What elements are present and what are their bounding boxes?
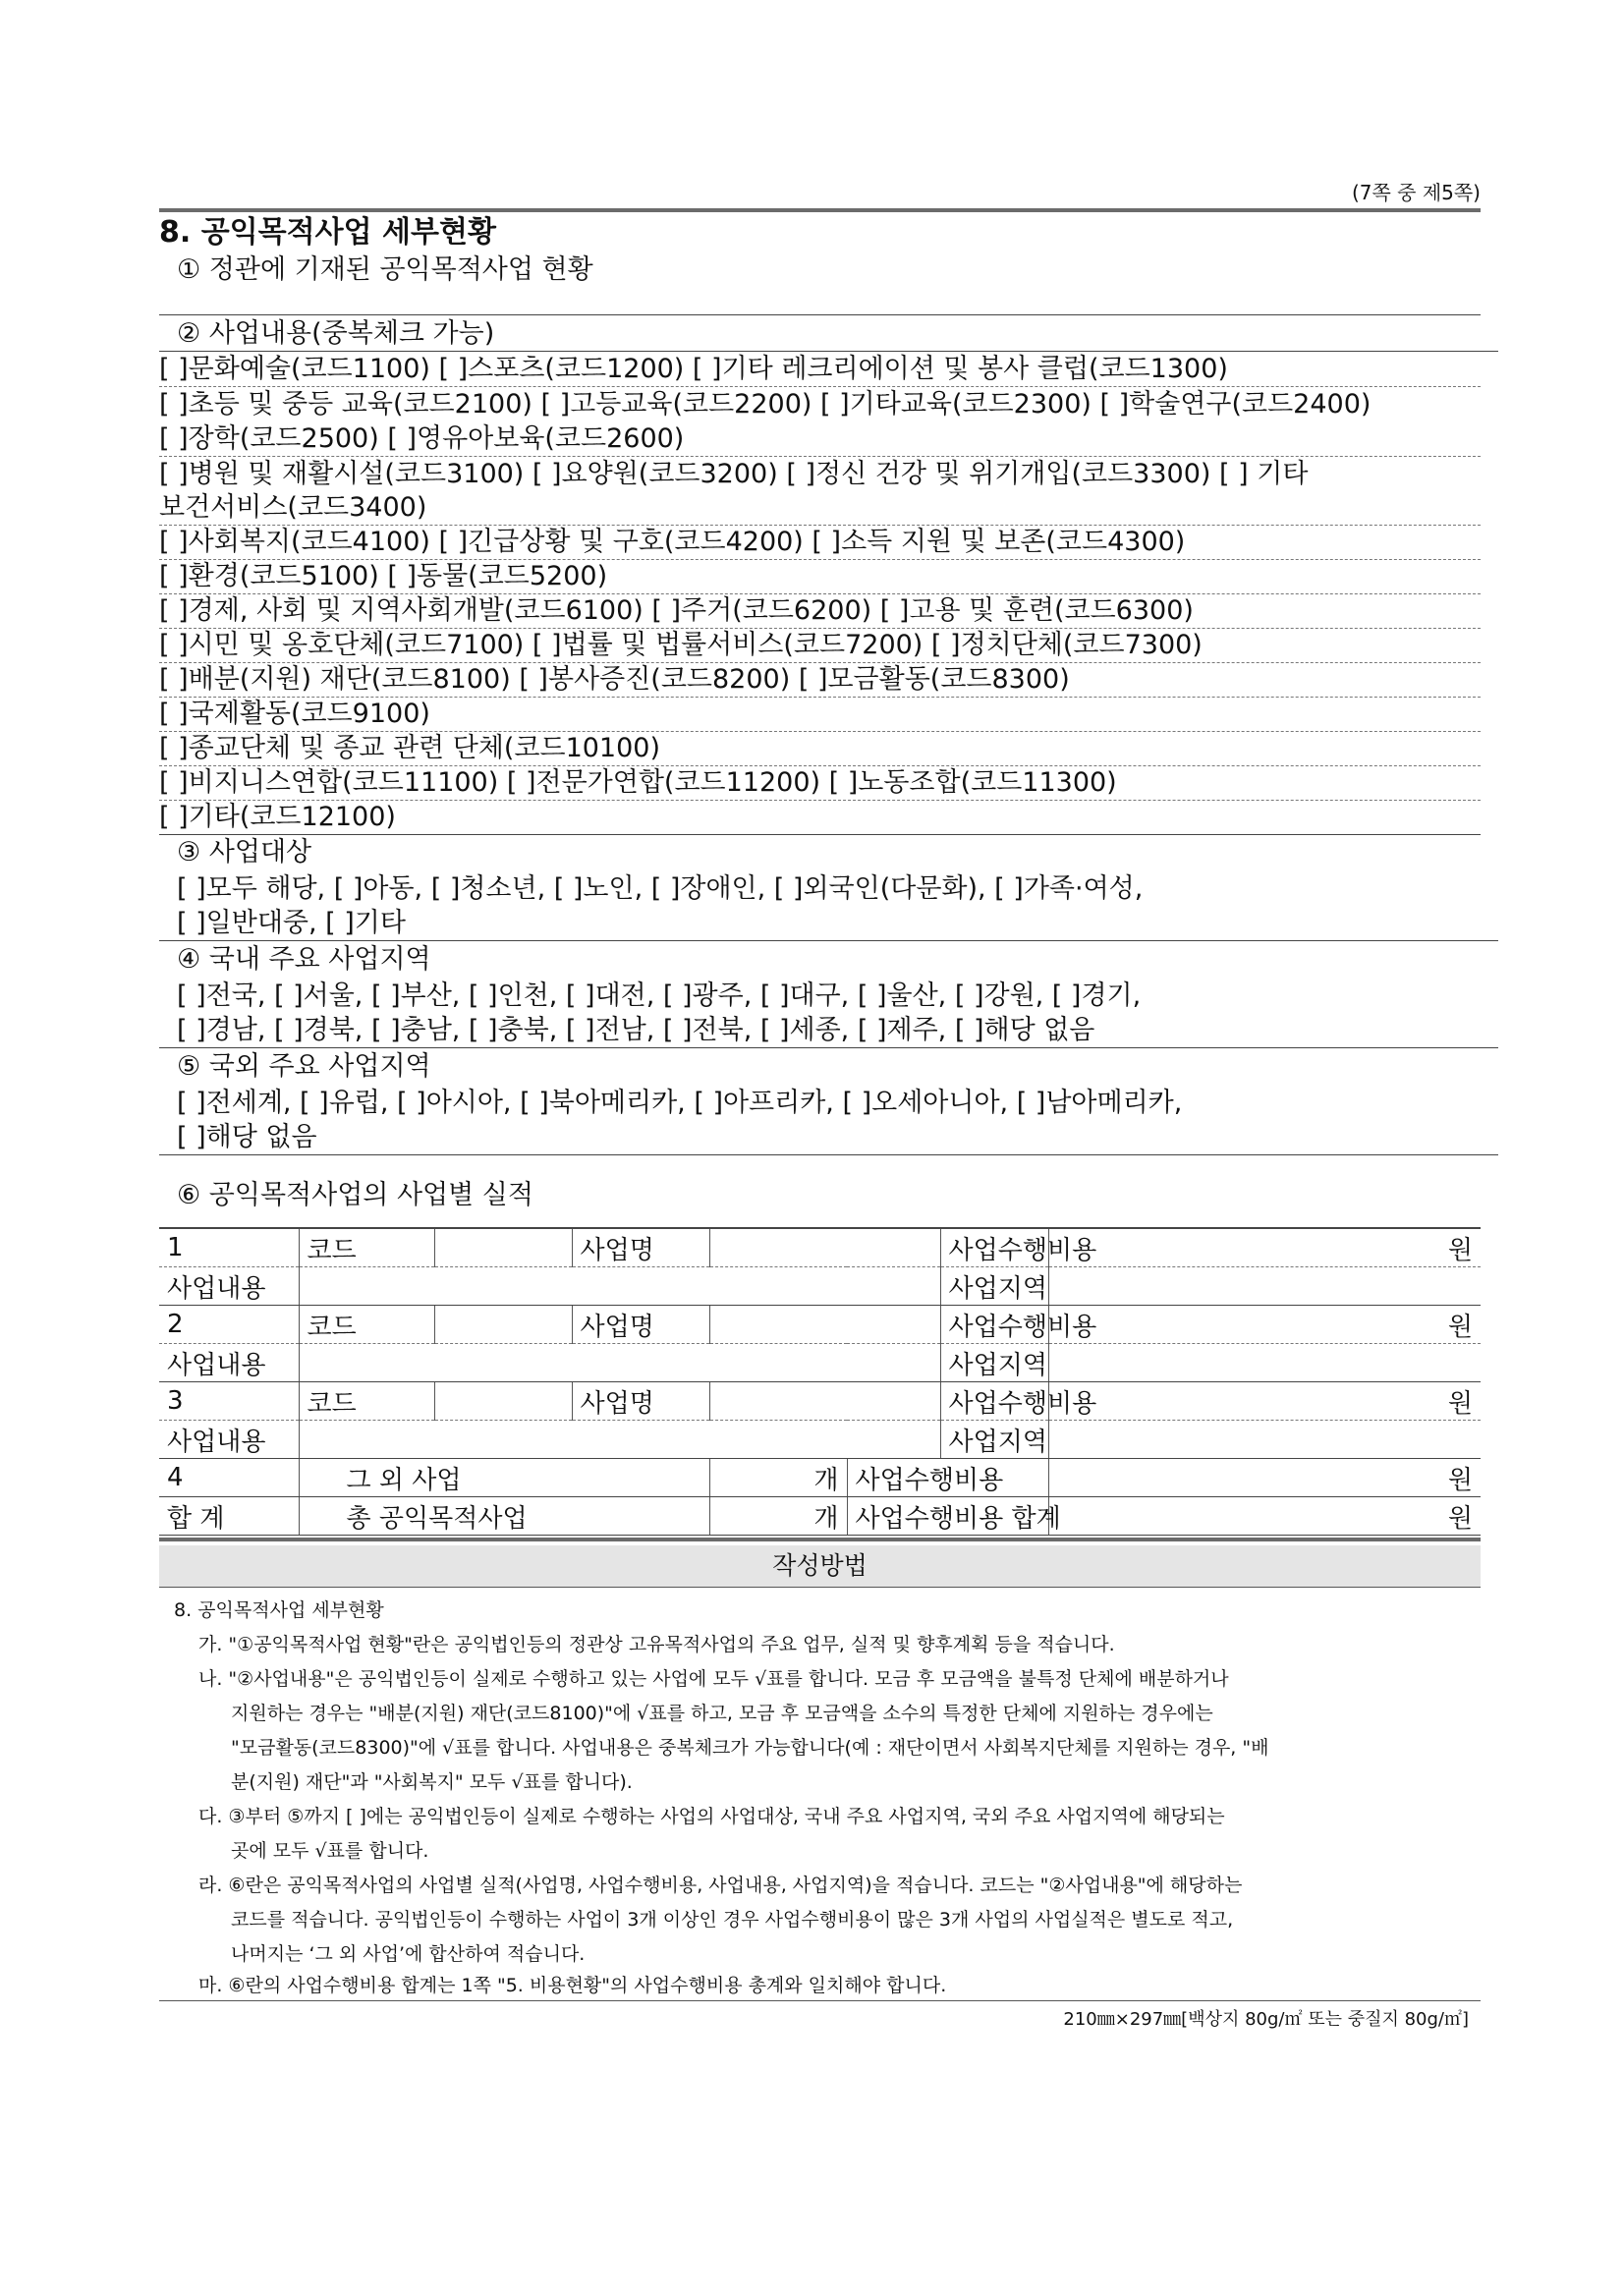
business-line[interactable]: [ ]비지니스연합(코드11100) [ ]전문가연합(코드11200) [ ]노동조합(코드11300) [159, 766, 1481, 801]
area-label: 사업지역 [940, 1267, 1048, 1306]
business-line[interactable]: [ ]경제, 사회 및 지역사회개발(코드6100) [ ]주거(코드6200) [ ]고용 및 훈련(코드6300) [159, 594, 1481, 629]
item5-label: ⑤ 국외 주요 사업지역 [177, 1051, 431, 1082]
business-line[interactable]: [ ]초등 및 중등 교육(코드2100) [ ]고등교육(코드2200) [ ]기타교육(코드2300) [ ]학술연구(코드2400) [159, 389, 1372, 420]
other-cost-label: 사업수행비용 [847, 1459, 1048, 1497]
target-line[interactable]: [ ]일반대중, [ ]기타 [159, 907, 1498, 941]
table-row [159, 1306, 1481, 1344]
area-label: 사업지역 [940, 1344, 1048, 1382]
business-line[interactable]: [ ]사회복지(코드4100) [ ]긴급상황 및 구호(코드4200) [ ]소득 지원 및 보존(코드4300) [159, 526, 1481, 560]
guide-header: 작성방법 [159, 1545, 1481, 1588]
guide-line: 8. 공익목적사업 세부현황 [174, 1599, 384, 1621]
area-field[interactable] [1048, 1267, 1481, 1306]
guide-line: 가. "①공익목적사업 현황"란은 공익법인등의 정관상 고유목적사업의 주요 업무, 실적 및 향후계획 등을 적습니다. [198, 1634, 1115, 1655]
name-field[interactable] [709, 1306, 940, 1344]
top-rule [159, 208, 1481, 212]
paper-spec: 210㎜×297㎜[백상지 80g/㎡ 또는 중질지 80g/㎡] [1063, 2009, 1469, 2030]
name-label: 사업명 [572, 1306, 709, 1344]
performance-table [159, 1227, 1481, 1536]
content-label: 사업내용 [159, 1344, 299, 1382]
footer-rule [159, 2000, 1481, 2001]
page-number: (7쪽 중 제5쪽) [1351, 181, 1481, 204]
section-title: 8. 공익목적사업 세부현황 [159, 215, 496, 250]
total-cost-label: 사업수행비용 합계 [847, 1497, 1048, 1536]
item4-label: ④ 국내 주요 사업지역 [177, 944, 431, 975]
name-label: 사업명 [572, 1228, 709, 1267]
target-line[interactable]: [ ]모두 해당, [ ]아동, [ ]청소년, [ ]노인, [ ]장애인, [ ]외국인(다문화), [ ]가족·여성, [177, 873, 1144, 904]
business-line[interactable]: [ ]병원 및 재활시설(코드3100) [ ]요양원(코드3200) [ ]정신 건강 및 위기개입(코드3300) [ ] 기타 [159, 459, 1309, 489]
guide-line: 라. ⑥란은 공익목적사업의 사업별 실적(사업명, 사업수행비용, 사업내용, 사업지역)을 적습니다. 코드는 "②사업내용"에 해당하는 [198, 1875, 1243, 1896]
business-line[interactable]: [ ]국제활동(코드9100) [159, 698, 1481, 732]
content-field[interactable] [299, 1421, 940, 1459]
table-row [159, 1497, 1481, 1536]
name-label: 사업명 [572, 1382, 709, 1421]
guide-line: 분(지원) 재단"과 "사회복지" 모두 √표를 합니다). [231, 1771, 633, 1793]
content-label: 사업내용 [159, 1421, 299, 1459]
item1-label: ① 정관에 기재된 공익목적사업 현황 [177, 254, 593, 285]
area-label: 사업지역 [940, 1421, 1048, 1459]
business-line[interactable]: [ ]장학(코드2500) [ ]영유아보육(코드2600) [159, 422, 1481, 457]
total-business-label: 총 공익목적사업 [299, 1497, 709, 1536]
guide-line: 코드를 적습니다. 공익법인등이 수행하는 사업이 3개 이상인 경우 사업수행비용이 많은 3개 사업의 사업실적은 별도로 적고, [231, 1909, 1234, 1931]
total-count[interactable]: 개 [709, 1497, 847, 1536]
guide-line: "모금활동(코드8300)"에 √표를 합니다. 사업내용은 중복체크가 가능합니다(예 : 재단이면서 사회복지단체를 지원하는 경우, "배 [231, 1737, 1269, 1759]
table-row [159, 1459, 1481, 1497]
table-row [159, 1344, 1481, 1382]
table-row [159, 1421, 1481, 1459]
name-field[interactable] [709, 1382, 940, 1421]
total-cost-field[interactable]: 원 [1048, 1497, 1481, 1536]
content-field[interactable] [299, 1344, 940, 1382]
name-field[interactable] [709, 1228, 940, 1267]
guide-line: 지원하는 경우는 "배분(지원) 재단(코드8100)"에 √표를 하고, 모금 후 모금액을 소수의 특정한 단체에 지원하는 경우에는 [231, 1703, 1213, 1724]
content-label: 사업내용 [159, 1267, 299, 1306]
overseas-line[interactable]: [ ]해당 없음 [159, 1121, 1498, 1155]
business-line[interactable]: 보건서비스(코드3400) [159, 491, 1481, 526]
total-label: 합 계 [159, 1497, 299, 1536]
business-line[interactable]: [ ]기타(코드12100) [159, 801, 1481, 835]
other-label: 그 외 사업 [299, 1459, 709, 1497]
overseas-line[interactable]: [ ]전세계, [ ]유럽, [ ]아시아, [ ]북아메리카, [ ]아프리카, [ ]오세아니아, [ ]남아메리카, [177, 1088, 1183, 1118]
item1-input-area[interactable] [159, 295, 1481, 315]
code-label: 코드 [299, 1382, 434, 1421]
business-line[interactable]: [ ]배분(지원) 재단(코드8100) [ ]봉사증진(코드8200) [ ]모금활동(코드8300) [159, 663, 1481, 698]
area-field[interactable] [1048, 1344, 1481, 1382]
business-line[interactable]: [ ]문화예술(코드1100) [ ]스포츠(코드1200) [ ]기타 레크리에이션 및 봉사 클럽(코드1300) [159, 353, 1481, 387]
row-number: 4 [159, 1459, 299, 1497]
item3-label: ③ 사업대상 [177, 837, 312, 868]
guide-line: 곳에 모두 √표를 합니다. [231, 1840, 429, 1862]
code-field[interactable] [434, 1382, 572, 1421]
cost-field[interactable]: 원 [1048, 1382, 1481, 1421]
guide-line: 나. "②사업내용"은 공익법인등이 실제로 수행하고 있는 사업에 모두 √표를 합니다. 모금 후 모금액을 불특정 단체에 배분하거나 [198, 1668, 1229, 1690]
domestic-line[interactable]: [ ]전국, [ ]서울, [ ]부산, [ ]인천, [ ]대전, [ ]광주, [ ]대구, [ ]울산, [ ]강원, [ ]경기, [177, 980, 1142, 1011]
code-field[interactable] [434, 1228, 572, 1267]
content-field[interactable] [299, 1267, 940, 1306]
row-number: 2 [159, 1306, 299, 1344]
cost-label: 사업수행비용 [940, 1306, 1048, 1344]
item6-label: ⑥ 공익목적사업의 사업별 실적 [177, 1180, 533, 1210]
other-count[interactable]: 개 [709, 1459, 847, 1497]
business-line[interactable]: [ ]환경(코드5100) [ ]동물(코드5200) [159, 560, 1481, 594]
code-label: 코드 [299, 1306, 434, 1344]
cost-label: 사업수행비용 [940, 1228, 1048, 1267]
domestic-line[interactable]: [ ]경남, [ ]경북, [ ]충남, [ ]충북, [ ]전남, [ ]전북, [ ]세종, [ ]제주, [ ]해당 없음 [159, 1014, 1498, 1048]
code-field[interactable] [434, 1306, 572, 1344]
table-bottom-rule [159, 1538, 1481, 1541]
table-row [159, 1267, 1481, 1306]
table-row [159, 1382, 1481, 1421]
area-field[interactable] [1048, 1421, 1481, 1459]
cost-field[interactable]: 원 [1048, 1306, 1481, 1344]
guide-line: 다. ③부터 ⑤까지 [ ]에는 공익법인등이 실제로 수행하는 사업의 사업대상, 국내 주요 사업지역, 국외 주요 사업지역에 해당되는 [198, 1806, 1225, 1827]
other-cost-field[interactable]: 원 [1048, 1459, 1481, 1497]
table-row [159, 1228, 1481, 1267]
guide-line: 마. ⑥란의 사업수행비용 합계는 1쪽 "5. 비용현황"의 사업수행비용 총계와 일치해야 합니다. [198, 1975, 947, 1996]
row-number: 1 [159, 1228, 299, 1267]
row-number: 3 [159, 1382, 299, 1421]
business-line[interactable]: [ ]종교단체 및 종교 관련 단체(코드10100) [159, 732, 1481, 766]
item2-label: ② 사업내용(중복체크 가능) [159, 317, 1498, 352]
cost-label: 사업수행비용 [940, 1382, 1048, 1421]
cost-field[interactable]: 원 [1048, 1228, 1481, 1267]
business-line[interactable]: [ ]시민 및 옹호단체(코드7100) [ ]법률 및 법률서비스(코드7200) [ ]정치단체(코드7300) [159, 629, 1481, 663]
code-label: 코드 [299, 1228, 434, 1267]
guide-line: 나머지는 ‘그 외 사업’에 합산하여 적습니다. [231, 1943, 586, 1965]
